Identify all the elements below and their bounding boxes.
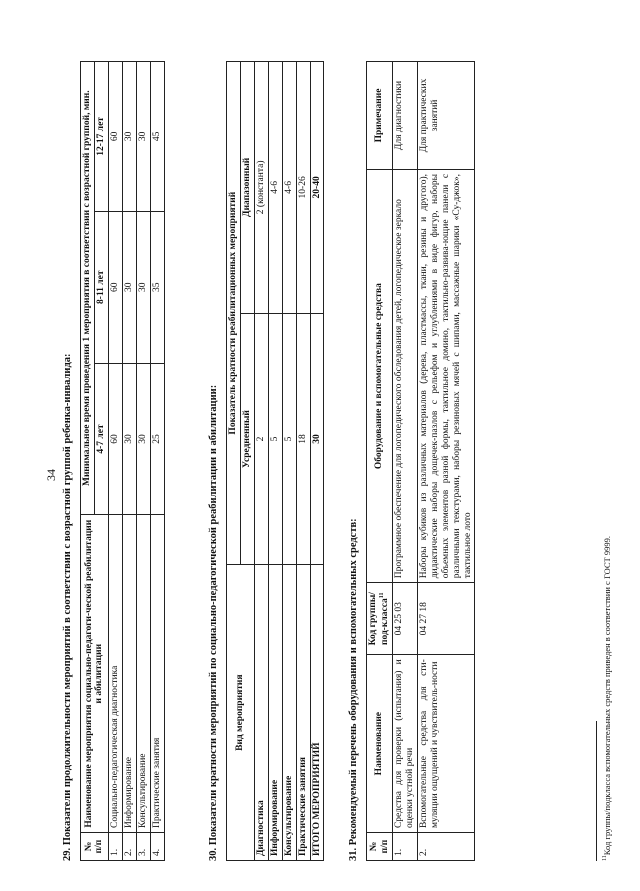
duration-table (80, 61, 165, 861)
section-31-title: 31. Рекомендуемый перечень оборудования и вспомогательных средств: (348, 518, 359, 861)
table-row (108, 62, 122, 861)
cell-total-name: ИТОГО МЕРОПРИЯТИЙ (310, 565, 324, 861)
equipment-table (366, 61, 475, 861)
cell-num: 4. (150, 833, 164, 861)
header-num: № п/п (367, 833, 393, 861)
cell-averaged: 5 (282, 313, 296, 565)
cell-value: 30 (136, 62, 150, 212)
table-row (122, 62, 136, 861)
table-row (254, 62, 268, 861)
cell-total-averaged: 30 (310, 313, 324, 565)
cell-value: 25 (150, 363, 164, 515)
header-activity-name: Наименование мероприятия социально-педагоги-ческой реабилитации и абилитации (81, 515, 109, 833)
header-code: Код группы/под-класса$^{11}$ (367, 583, 393, 655)
header-equipment: Оборудование и вспомогательные средства (367, 169, 393, 582)
cell-value: 30 (122, 211, 136, 363)
cell-name: Консультирование (136, 515, 150, 833)
cell-note: Для практических занятий (417, 62, 475, 170)
cell-name: Практические занятия (150, 515, 164, 833)
cell-name: Средства для проверки (испытания) и оценки устной речи (393, 655, 418, 833)
cell-value: 60 (108, 62, 122, 212)
header-min-time: Минимальное время проведения 1 мероприятия в соответствии с возрастной группой, мин. (81, 62, 95, 515)
table-row (296, 62, 310, 861)
cell-value: 45 (150, 62, 164, 212)
cell-range: 10-26 (296, 62, 310, 314)
table-row (136, 62, 150, 861)
page-number: 34 (44, 469, 58, 481)
cell-num: 2. (417, 833, 475, 861)
age-group-4-7: 4-7 лет (94, 363, 108, 515)
total-row (310, 62, 324, 861)
cell-num: 2. (122, 833, 136, 861)
cell-name: Информирование (268, 565, 282, 861)
footnote: $^{11}$Код группы/подкласса вспомогательных средств приведен в соответствии с ГОСТ 9999. (602, 535, 612, 861)
cell-range: 4-6 (282, 62, 296, 314)
header-note: Примечание (367, 62, 393, 170)
cell-name: Практические занятия (296, 565, 310, 861)
cell-name: Консультирование (282, 565, 296, 861)
cell-num: 1. (393, 833, 418, 861)
table-row (393, 62, 418, 861)
section-30-title: 30. Показатели кратности мероприятий по социально-педагогической реабилитации и абилитации: (208, 384, 219, 861)
cell-value: 30 (122, 62, 136, 212)
header-multiplicity: Показатель кратности реабилитационных мероприятий (227, 62, 241, 565)
header-averaged: Усредненный (240, 313, 254, 565)
cell-name: Социально-педагогическая диагностика (108, 515, 122, 833)
cell-value: 30 (136, 363, 150, 515)
cell-range: 4-6 (268, 62, 282, 314)
header-range: Диапазонный (240, 62, 254, 314)
table-row (150, 62, 164, 861)
cell-name: Диагностика (254, 565, 268, 861)
cell-name: Информирование (122, 515, 136, 833)
cell-range: 2 (константа) (254, 62, 268, 314)
cell-total-range: 20-40 (310, 62, 324, 314)
cell-note: Для диагностики (393, 62, 418, 170)
cell-equipment: Программное обеспечение для логопедического обследования детей, логопедическое зеркало (393, 169, 418, 582)
section-29-title: 29. Показатели продолжительности мероприятий в соответствии с возрастной группой ребенка-инвалида: (62, 353, 73, 861)
cell-equipment: Наборы кубиков из различных материалов (дерева, пластмассы, ткани, резины и другого), дидактические наборы дощечек-пазлов с рельефом и углублениями в виде фигур, наборы объемных элементов разной формы, тактильное домино, тактильно-развива-ющие панели с различными текстурами, наборы резиновых мячей с шипами, массажные шарики «Су-джок», тактильное лото (417, 169, 475, 582)
cell-value: 60 (108, 211, 122, 363)
cell-num: 1. (108, 833, 122, 861)
table-row (282, 62, 296, 861)
cell-averaged: 2 (254, 313, 268, 565)
cell-num: 3. (136, 833, 150, 861)
age-group-12-17: 12-17 лет (94, 62, 108, 212)
cell-value: 30 (136, 211, 150, 363)
footnote-divider (596, 721, 597, 861)
cell-name: Вспомогательные средства для сти-муляции ощущений и чувствитель-ности (417, 655, 475, 833)
table-row (417, 62, 475, 861)
multiplicity-table (226, 61, 324, 861)
table-row (268, 62, 282, 861)
cell-averaged: 18 (296, 313, 310, 565)
header-activity-kind: Вид мероприятия (227, 565, 255, 861)
cell-value: 60 (108, 363, 122, 515)
cell-value: 35 (150, 211, 164, 363)
cell-value: 30 (122, 363, 136, 515)
header-name: Наименование (367, 655, 393, 833)
cell-code: 04 27 18 (417, 583, 475, 655)
header-num: № п/п (81, 833, 109, 861)
cell-code: 04 25 03 (393, 583, 418, 655)
cell-averaged: 5 (268, 313, 282, 565)
age-group-8-11: 8-11 лет (94, 211, 108, 363)
